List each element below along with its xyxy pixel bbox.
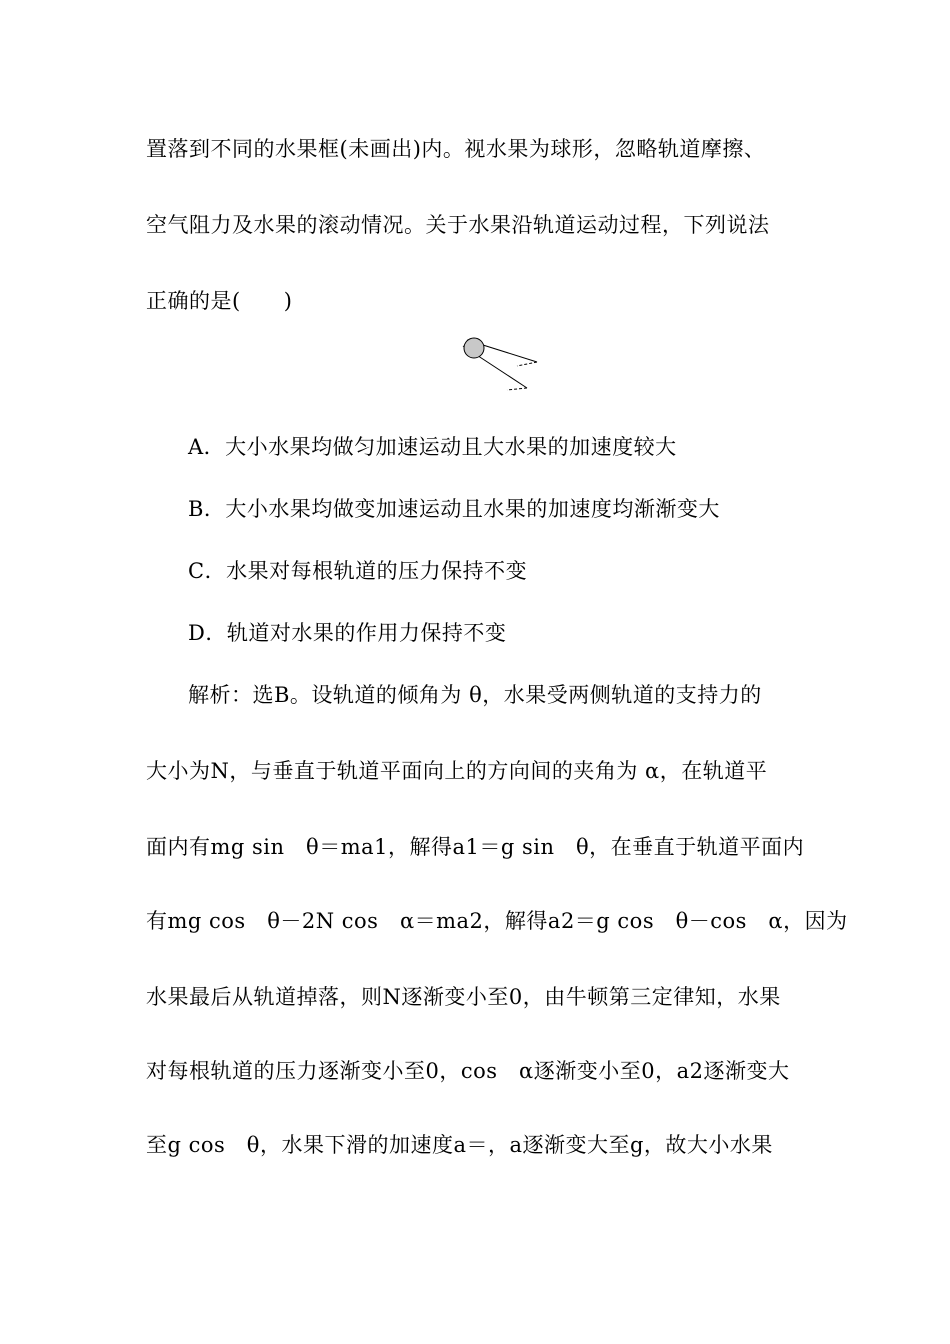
track-fruit-diagram [455,328,545,396]
question-line-3: 正确的是( ) [146,289,293,313]
rail-end-lower [507,388,527,390]
option-c: C．水果对每根轨道的压力保持不变 [188,559,528,583]
option-a: A．大小水果均做匀加速运动且大水果的加速度较大 [188,435,677,459]
fruit-ball [464,338,484,358]
rail-end-upper [517,362,537,366]
solution-line-7: 至g cos θ，水果下滑的加速度a＝，a逐渐变大至g，故大小水果 [146,1133,773,1157]
option-d: D．轨道对水果的作用力保持不变 [188,621,507,645]
solution-line-1: 解析：选B。设轨道的倾角为 θ，水果受两侧轨道的支持力的 [188,683,762,707]
solution-line-2: 大小为N，与垂直于轨道平面向上的方向间的夹角为 α，在轨道平 [146,759,768,783]
option-b: B．大小水果均做变加速运动且水果的加速度均渐渐变大 [188,497,720,521]
solution-line-3: 面内有mg sin θ＝ma1，解得a1＝g sin θ，在垂直于轨道平面内 [146,835,805,859]
solution-line-4: 有mg cos θ－2N cos α＝ma2，解得a2＝g cos θ－cos α，因为 [146,909,848,933]
question-line-2: 空气阻力及水果的滚动情况。关于水果沿轨道运动过程，下列说法 [146,213,770,237]
question-line-1: 置落到不同的水果框(未画出)内。视水果为球形，忽略轨道摩擦、 [146,137,766,161]
solution-line-5: 水果最后从轨道掉落，则N逐渐变小至0，由牛顿第三定律知，水果 [146,985,781,1009]
solution-line-6: 对每根轨道的压力逐渐变小至0，cos α逐渐变小至0，a2逐渐变大 [146,1059,790,1083]
